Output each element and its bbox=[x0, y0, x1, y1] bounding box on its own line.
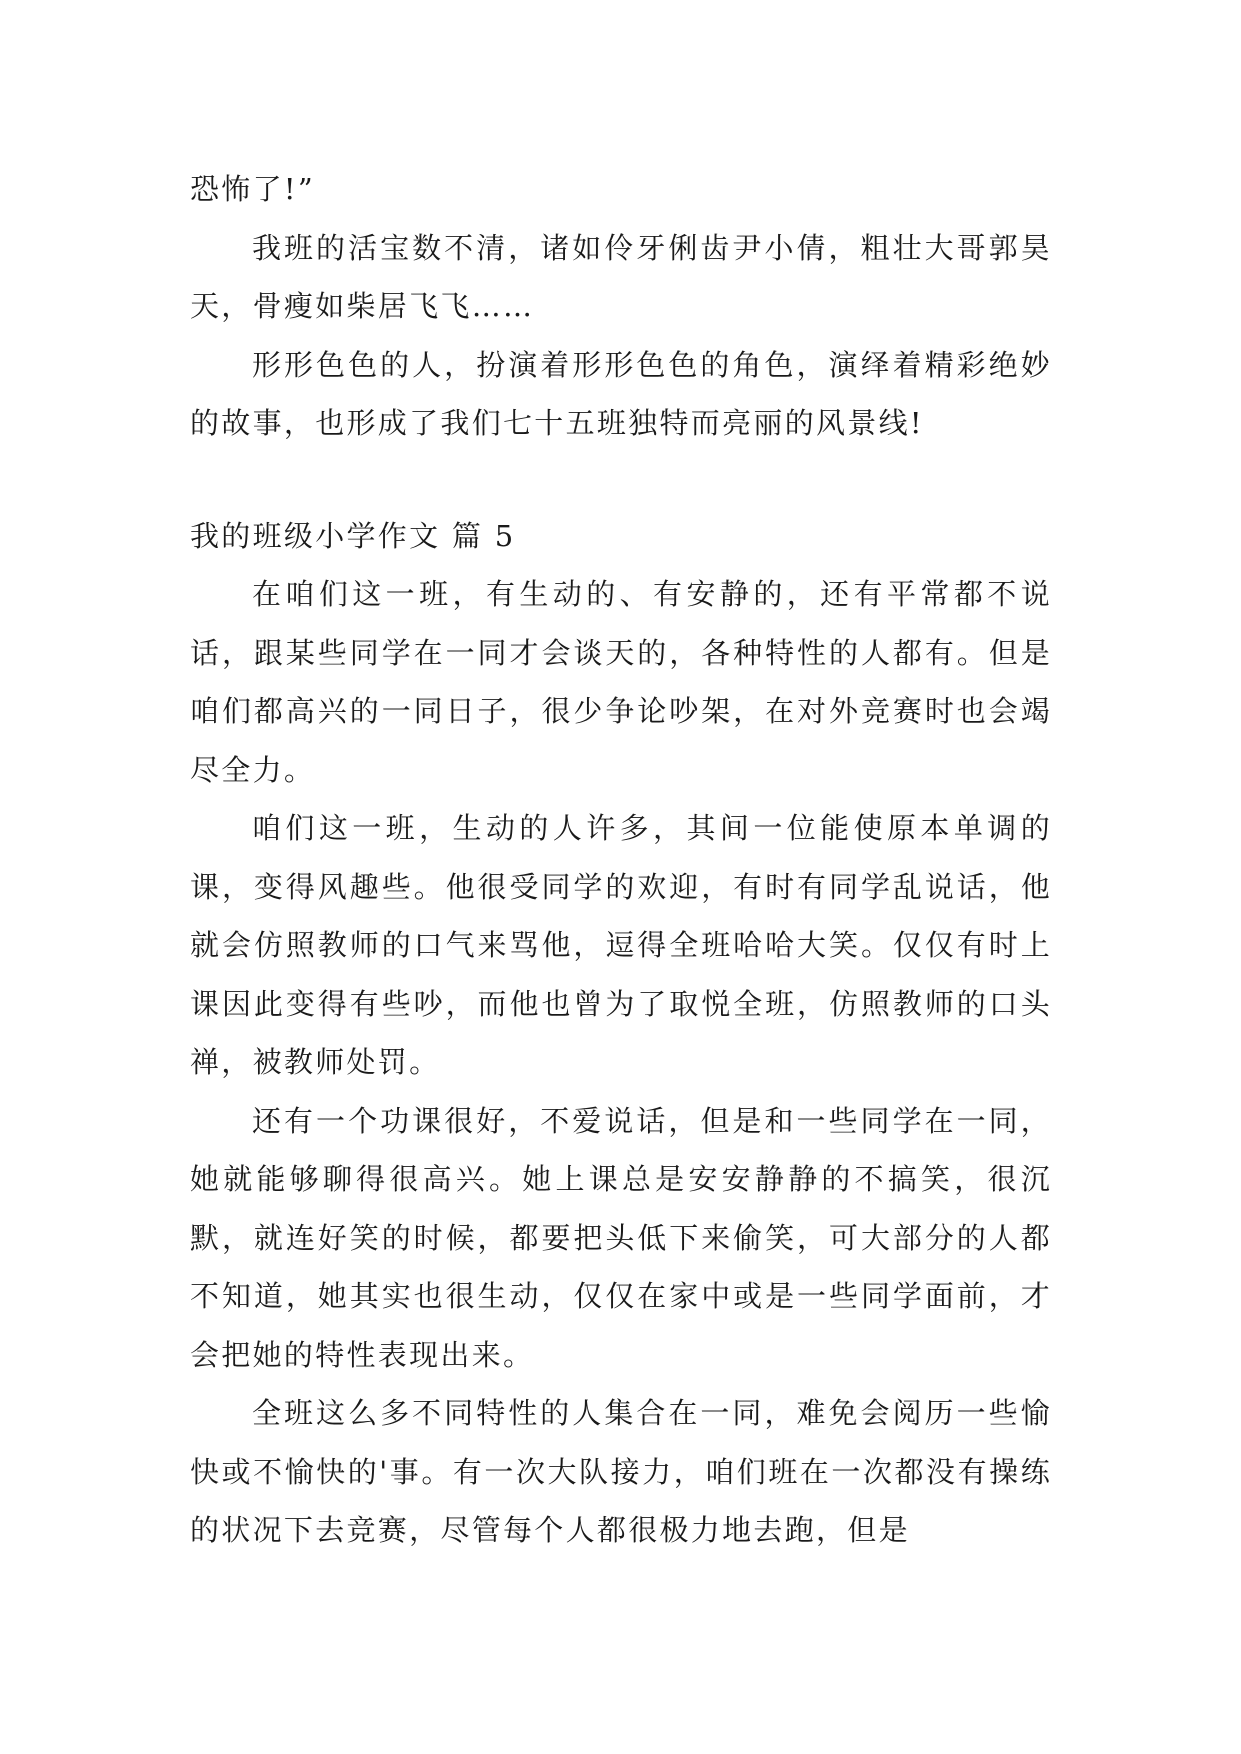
paragraph-lively-classmate: 咱们这一班，生动的人许多，其间一位能使原本单调的课，变得风趣些。他很受同学的欢迎，有时有同学乱说话，他就会仿照教师的口气来骂他，逗得全班哈哈大笑。仅仅有时上课因此变得有些吵，而他也曾为了取悦全班，仿照教师的口头禅，被教师处罚。 bbox=[190, 811, 1052, 1079]
paragraph-class-characters: 我班的活宝数不清，诸如伶牙俐齿尹小倩，粗壮大哥郭昊天，骨瘦如柴居飞飞…… bbox=[190, 230, 1052, 323]
document-body bbox=[190, 160, 1052, 1560]
paragraph-relay-race: 全班这么多不同特性的人集合在一同，难免会阅历一些愉快或不愉快的'事。有一次大队接力，咱们班在一次都没有操练的状况下去竞赛，尽管每个人都很极力地去跑，但是 bbox=[190, 1396, 1052, 1547]
section-heading: 我的班级小学作文 篇 5 bbox=[190, 518, 516, 553]
paragraph-intro: 在咱们这一班，有生动的、有安静的，还有平常都不说话，跟某些同学在一同才会谈天的，各种特性的人都有。但是咱们都高兴的一同日子，很少争论吵架，在对外竞赛时也会竭尽全力。 bbox=[190, 577, 1052, 787]
paragraph-conclusion: 形形色色的人，扮演着形形色色的角色，演绎着精彩绝妙的故事，也形成了我们七十五班独特而亮丽的风景线! bbox=[190, 347, 1052, 440]
paragraph-quiet-classmate: 还有一个功课很好，不爱说话，但是和一些同学在一同，她就能够聊得很高兴。她上课总是安安静静的不搞笑，很沉默，就连好笑的时候，都要把头低下来偷笑，可大部分的人都不知道，她其实也很生动，仅仅在家中或是一些同学面前，才会把她的特性表现出来。 bbox=[190, 1103, 1052, 1372]
paragraph-continuation: 恐怖了!” bbox=[190, 172, 315, 206]
